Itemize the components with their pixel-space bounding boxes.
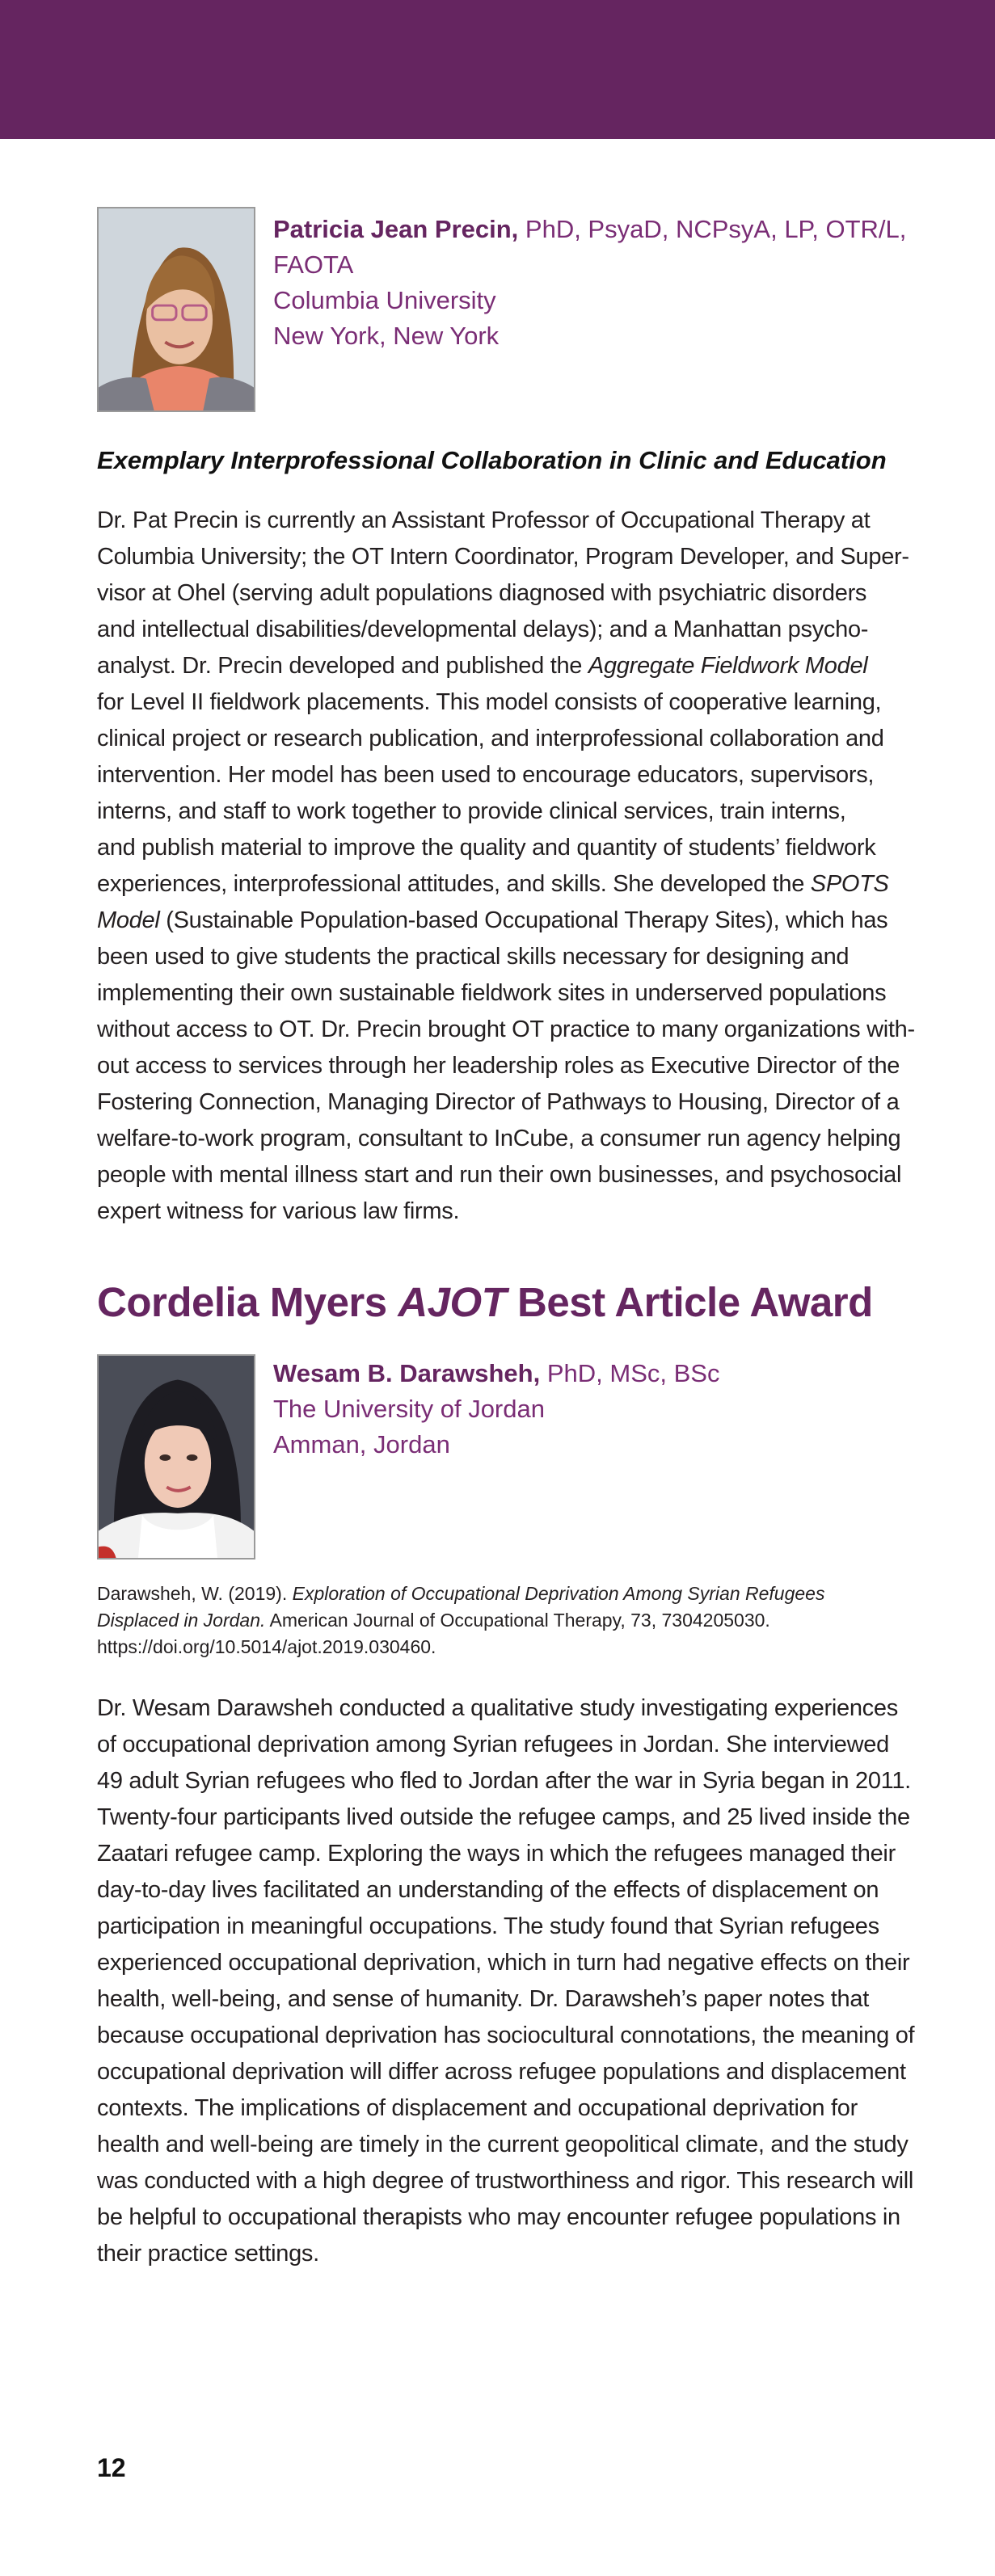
bio-line: interns, and staff to work together to provide clinical services, train interns, bbox=[97, 798, 846, 824]
citation-authors: Darawsheh, W. (2019). bbox=[97, 1583, 293, 1604]
bio-line: without access to OT. Dr. Precin brought OT practice to many organizations with- bbox=[97, 1017, 915, 1042]
bio-line: Dr. Wesam Darawsheh conducted a qualitative study investigating experiences bbox=[97, 1695, 898, 1721]
article-citation bbox=[97, 1581, 905, 1661]
award-title-part: Cordelia Myers bbox=[97, 1279, 398, 1325]
article-title: Exploration of Occupational Deprivation Among Syrian Refugees bbox=[292, 1583, 825, 1604]
bio-line: visor at Ohel (serving adult populations diagnosed with psychiatric disorders bbox=[97, 580, 867, 606]
bio-line: and publish material to improve the quality and quantity of students’ fieldwork bbox=[97, 835, 876, 861]
honoree-photo-precin bbox=[97, 207, 255, 412]
model-name: Aggregate Fieldwork Model bbox=[588, 653, 868, 679]
bio-line: clinical project or research publication, and interprofessional collaboration and bbox=[97, 726, 884, 751]
bio-line: Twenty-four participants lived outside the refugee camps, and 25 lived inside the bbox=[97, 1804, 910, 1830]
bio-line: welfare-to-work program, consultant to InCube, a consumer run agency helping bbox=[97, 1126, 901, 1151]
bio-line: Columbia University; the OT Intern Coordinator, Program Developer, and Super- bbox=[97, 544, 909, 570]
bio-line bbox=[97, 866, 905, 903]
bio-line: out access to services through her leadership roles as Executive Director of the bbox=[97, 1053, 900, 1079]
bio-line: been used to give students the practical skills necessary for designing and bbox=[97, 944, 850, 970]
honoree-bio-precin bbox=[97, 503, 915, 1230]
bio-line: Dr. Pat Precin is currently an Assistant Professor of Occupational Therapy at bbox=[97, 507, 871, 533]
citation-journal: American Journal of Occupational Therapy, 73, 7304205030. bbox=[265, 1610, 770, 1631]
bio-line: for Level II fieldwork placements. This model consists of cooperative learning, bbox=[97, 689, 882, 715]
bio-line: day-to-day lives facilitated an understanding of the effects of displacement on bbox=[97, 1877, 879, 1903]
bio-line: 49 adult Syrian refugees who fled to Jordan after the war in Syria began in 2011. bbox=[97, 1768, 911, 1794]
bio-line: implementing their own sustainable fieldwork sites in underserved populations bbox=[97, 980, 887, 1006]
bio-line bbox=[97, 903, 905, 939]
bio-line: Fostering Connection, Managing Director of Pathways to Housing, Director of a bbox=[97, 1089, 900, 1115]
award-title bbox=[97, 1278, 873, 1326]
honoree-institution: The University of Jordan bbox=[273, 1395, 545, 1423]
bio-text: (Sustainable Population-based Occupational Therapy Sites), which has bbox=[159, 907, 888, 933]
honoree-name: Patricia Jean Precin, bbox=[273, 215, 519, 243]
honoree-name: Wesam B. Darawsheh, bbox=[273, 1359, 541, 1387]
honoree-location: New York, New York bbox=[273, 322, 500, 350]
model-name: SPOTS bbox=[810, 871, 889, 897]
bio-line: health, well-being, and sense of humanity. Dr. Darawsheh’s paper notes that bbox=[97, 1986, 869, 2012]
honoree-location: Amman, Jordan bbox=[273, 1430, 450, 1458]
honoree-info-precin bbox=[273, 212, 906, 354]
bio-line: contexts. The implications of displacement and occupational deprivation for bbox=[97, 2095, 858, 2121]
honoree-photo-darawsheh bbox=[97, 1354, 255, 1559]
bio-line: experienced occupational deprivation, which in turn had negative effects on their bbox=[97, 1950, 910, 1976]
bio-line: Zaatari refugee camp. Exploring the ways in which the refugees managed their bbox=[97, 1841, 896, 1867]
bio-line: people with mental illness start and run their own businesses, and psychosocial bbox=[97, 1162, 902, 1188]
bio-line bbox=[97, 648, 905, 684]
bio-line: participation in meaningful occupations. The study found that Syrian refugees bbox=[97, 1913, 879, 1939]
top-banner bbox=[0, 0, 995, 139]
award-subtitle: Exemplary Interprofessional Collaboration in Clinic and Education bbox=[97, 446, 887, 474]
bio-line: of occupational deprivation among Syrian refugees in Jordan. She interviewed bbox=[97, 1732, 889, 1757]
bio-line: be helpful to occupational therapists who may encounter refugee populations in bbox=[97, 2204, 900, 2230]
page-number: 12 bbox=[97, 2453, 126, 2482]
citation-line bbox=[97, 1581, 905, 1607]
bio-line: their practice settings. bbox=[97, 2241, 319, 2267]
bio-line: occupational deprivation will differ across refugee populations and displacement bbox=[97, 2059, 906, 2085]
model-name: Model bbox=[97, 907, 160, 933]
award-title-part: Best Article Award bbox=[506, 1279, 873, 1325]
citation-line bbox=[97, 1607, 905, 1634]
honoree-credentials-cont: FAOTA bbox=[273, 250, 354, 279]
honoree-institution: Columbia University bbox=[273, 286, 496, 314]
bio-text: analyst. Dr. Precin developed and published the bbox=[97, 653, 588, 679]
bio-line: was conducted with a high degree of trustworthiness and rigor. This research will bbox=[97, 2168, 914, 2194]
journal-name: AJOT bbox=[398, 1279, 507, 1325]
honoree-bio-darawsheh bbox=[97, 1690, 915, 2272]
bio-line: intervention. Her model has been used to encourage educators, supervisors, bbox=[97, 762, 875, 788]
bio-text: experiences, interprofessional attitudes, and skills. She developed the bbox=[97, 871, 811, 897]
honoree-credentials: PhD, PsyaD, NCPsyA, LP, OTR/L, bbox=[525, 215, 907, 243]
bio-line: expert witness for various law firms. bbox=[97, 1198, 460, 1224]
honoree-info-darawsheh bbox=[273, 1356, 719, 1463]
article-title-cont: Displaced in Jordan. bbox=[97, 1610, 266, 1631]
honoree-credentials: PhD, MSc, BSc bbox=[546, 1359, 720, 1387]
bio-line: and intellectual disabilities/developmental delays); and a Manhattan psycho- bbox=[97, 617, 869, 642]
citation-doi: https://doi.org/10.5014/ajot.2019.030460. bbox=[97, 1636, 436, 1657]
bio-line: health and well-being are timely in the current geopolitical climate, and the study bbox=[97, 2132, 909, 2157]
bio-line: because occupational deprivation has sociocultural connotations, the meaning of bbox=[97, 2022, 915, 2048]
